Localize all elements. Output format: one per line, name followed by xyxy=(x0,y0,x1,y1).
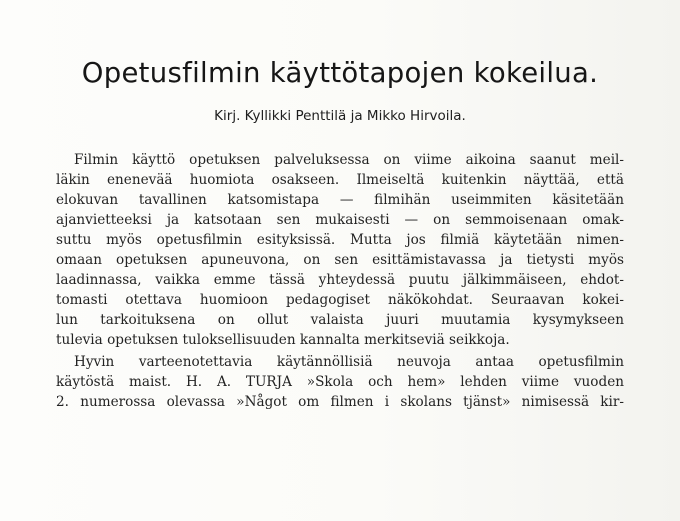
paragraph-2-line: Hyvin varteenotettavia käytännöllisiä neuvoja antaa opetusfilmin xyxy=(74,354,624,370)
paragraph-1-line: elokuvan tavallinen katsomistapa — filmihän useimmiten käsitetään xyxy=(56,192,624,208)
paragraph-1-line: läkin enenevää huomiota osakseen. Ilmeiseltä kuitenkin näyttää, että xyxy=(56,172,624,188)
paragraph-1-line: suttu myös opetusfilmin esityksissä. Mutta jos filmiä käytetään nimen- xyxy=(56,232,624,248)
paragraph-2-line: 2. numerossa olevassa »Något om filmen i skolans tjänst» nimisessä kir- xyxy=(56,394,624,410)
article-byline: Kirj. Kyllikki Penttilä ja Mikko Hirvoila. xyxy=(214,108,466,124)
paragraph-1-line: tulevia opetuksen tuloksellisuuden kannalta merkitseviä seikkoja. xyxy=(56,332,510,348)
paragraph-1-line: laadinnassa, vaikka emme tässä yhteydessä puutu jälkimmäiseen, ehdot- xyxy=(56,272,624,288)
paragraph-1-line: lun tarkoituksena on ollut valaista juuri muutamia kysymykseen xyxy=(56,312,624,328)
paragraph-1-line: tomasti otettava huomioon pedagogiset näkökohdat. Seuraavan kokei- xyxy=(56,292,624,308)
article-title: Opetusfilmin käyttötapojen kokeilua. xyxy=(81,57,599,89)
paragraph-1-line: ajanvietteeksi ja katsotaan sen mukaisesti — on semmoisenaan omak- xyxy=(56,212,624,228)
paragraph-1-line: Filmin käyttö opetuksen palveluksessa on viime aikoina saanut meil- xyxy=(74,152,624,168)
paragraph-2-line: käytöstä maist. H. A. TURJA »Skola och hem» lehden viime vuoden xyxy=(56,374,624,390)
paragraph-1-line: omaan opetuksen apuneuvona, on sen esittämistavassa ja tietysti myös xyxy=(56,252,624,268)
